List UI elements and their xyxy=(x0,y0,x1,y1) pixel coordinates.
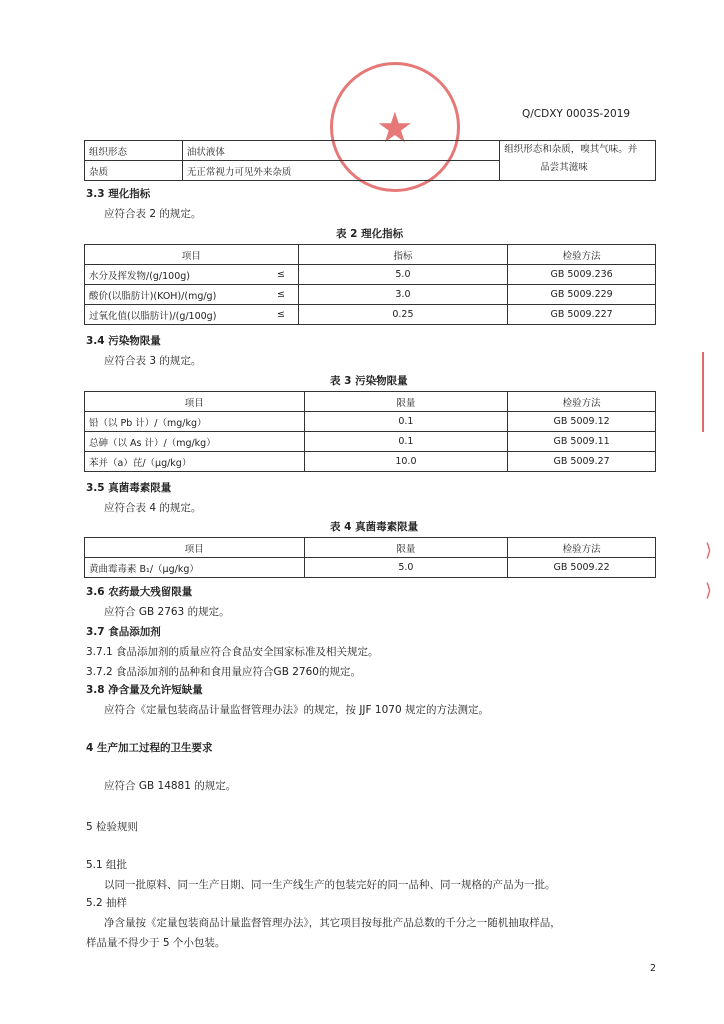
section-heading: 3.5 真菌毒素限量 xyxy=(86,482,172,494)
table-cell: 5.0 xyxy=(298,265,508,285)
table-cell: GB 5009.236 xyxy=(508,265,656,285)
table-header: 检验方法 xyxy=(508,392,656,412)
table-cell: GB 5009.12 xyxy=(508,412,656,432)
table-4 xyxy=(84,537,656,578)
table-header: 项目 xyxy=(85,392,305,412)
document-code: Q/CDXY 0003S-2019 xyxy=(522,108,631,120)
table-cell: GB 5009.11 xyxy=(508,432,656,452)
table-cell: GB 5009.227 xyxy=(508,305,656,325)
table-cell: 10.0 xyxy=(304,452,508,472)
table-header: 项目 xyxy=(85,245,299,265)
section-heading: 3.4 污染物限量 xyxy=(86,335,161,347)
table-cell: 0.25 xyxy=(298,305,508,325)
section-text: 以同一批原料、同一生产日期、同一生产线生产的包装完好的同一品种、同一规格的产品为一批。 xyxy=(104,879,556,891)
table-cell: 0.1 xyxy=(304,432,508,452)
table-cell: 酸价(以脂肪计)(KOH)/(mg/g) xyxy=(85,285,265,305)
section-heading: 3.3 理化指标 xyxy=(86,188,151,200)
section-text: 3.7.2 食品添加剂的品种和食用量应符合GB 2760的规定。 xyxy=(86,666,361,678)
section-heading: 3.7 食品添加剂 xyxy=(86,626,161,638)
method-note-line: 品尝其滋味 xyxy=(540,162,588,173)
section-text: 3.7.1 食品添加剂的质量应符合食品安全国家标准及相关规定。 xyxy=(86,646,379,658)
section-heading: 5.2 抽样 xyxy=(86,897,128,909)
method-note-line: 组织形态和杂质，嗅其气味。并 xyxy=(504,144,638,155)
table-cell: 0.1 xyxy=(304,412,508,432)
table-cell: 总砷（以 As 计）/（mg/kg） xyxy=(85,432,305,452)
table-header: 指标 xyxy=(298,245,508,265)
table-cell: ≤ xyxy=(264,285,298,305)
top-table-cell: 油状液体 xyxy=(182,141,499,161)
table-2 xyxy=(84,244,656,325)
top-table-cell: 组织形态 xyxy=(85,141,183,161)
table-cell: GB 5009.27 xyxy=(508,452,656,472)
top-table-cell: 杂质 xyxy=(85,161,183,181)
table-title: 表 3 污染物限量 xyxy=(330,375,408,387)
section-text: 净含量按《定量包装商品计量监督管理办法》，其它项目按每批产品总数的千分之一随机抽取样品， xyxy=(104,917,561,929)
table-cell: 过氧化值(以脂肪计)/(g/100g) xyxy=(85,305,265,325)
edge-seal-mark xyxy=(702,352,722,432)
table-cell: ≤ xyxy=(264,305,298,325)
section-text: 应符合《定量包装商品计量监督管理办法》的规定，按 JJF 1070 规定的方法测定。 xyxy=(104,704,489,716)
section-heading: 5 检验规则 xyxy=(86,821,139,833)
table-cell: ≤ xyxy=(264,265,298,285)
table-header: 检验方法 xyxy=(508,245,656,265)
section-text: 应符合表 2 的规定。 xyxy=(104,208,202,220)
table-3 xyxy=(84,391,656,472)
star-icon: ★ xyxy=(376,103,414,152)
edge-seal-mark: ⟩ xyxy=(705,540,713,561)
top-table-method-cell xyxy=(500,141,656,181)
table-cell: 苯并（a）芘/（μg/kg） xyxy=(85,452,305,472)
section-text: 应符合 GB 14881 的规定。 xyxy=(104,780,237,792)
table-header: 检验方法 xyxy=(508,538,656,558)
table-cell: GB 5009.22 xyxy=(508,558,656,578)
page-number: 2 xyxy=(650,963,657,974)
section-text: 应符合表 3 的规定。 xyxy=(104,355,202,367)
table-cell: GB 5009.229 xyxy=(508,285,656,305)
table-title: 表 2 理化指标 xyxy=(336,228,404,240)
table-header: 限量 xyxy=(304,392,508,412)
table-cell: 5.0 xyxy=(304,558,508,578)
table-cell: 黄曲霉毒素 B₁/（μg/kg） xyxy=(85,558,305,578)
edge-seal-mark: ⟩ xyxy=(705,580,713,601)
top-table xyxy=(84,140,656,181)
section-text: 样品量不得少于 5 个小包装。 xyxy=(86,937,226,949)
table-header: 项目 xyxy=(85,538,305,558)
table-header: 限量 xyxy=(304,538,508,558)
section-text: 应符合表 4 的规定。 xyxy=(104,502,202,514)
table-cell: 3.0 xyxy=(298,285,508,305)
table-title: 表 4 真菌毒素限量 xyxy=(330,521,419,533)
section-heading: 3.6 农药最大残留限量 xyxy=(86,586,193,598)
top-table-cell: 无正常视力可见外来杂质 xyxy=(182,161,499,181)
section-text: 应符合 GB 2763 的规定。 xyxy=(104,606,230,618)
section-heading: 5.1 组批 xyxy=(86,859,128,871)
section-heading: 3.8 净含量及允许短缺量 xyxy=(86,684,203,696)
table-cell: 水分及挥发物/(g/100g) xyxy=(85,265,265,285)
table-cell: 铅（以 Pb 计）/（mg/kg） xyxy=(85,412,305,432)
section-heading: 4 生产加工过程的卫生要求 xyxy=(86,742,213,754)
